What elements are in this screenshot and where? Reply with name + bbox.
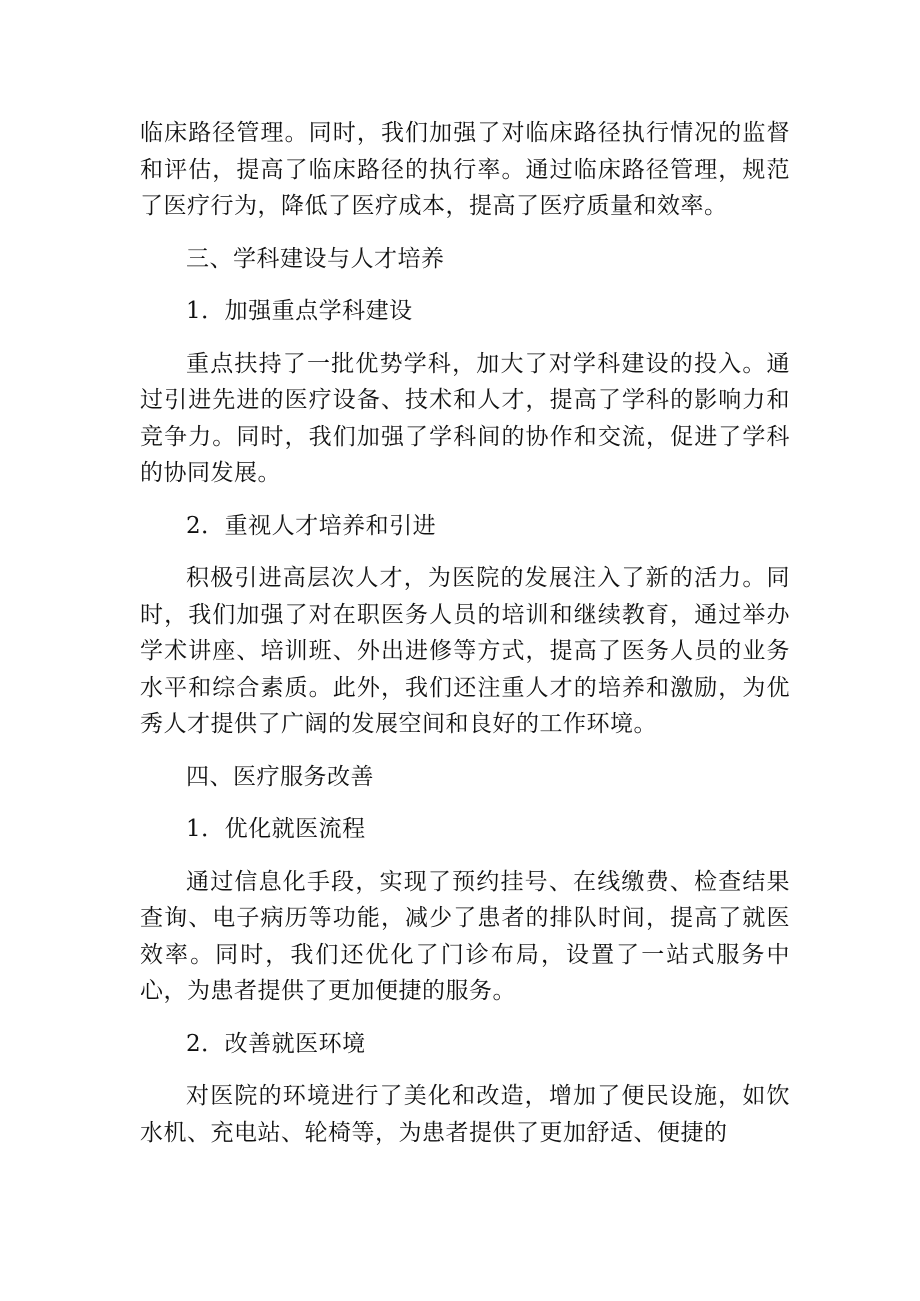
document-body: [140, 115, 790, 1167]
subheading-4-2: 2．改善就医环境: [186, 1030, 366, 1057]
subheading-3-1: 1．加强重点学科建设: [186, 298, 413, 324]
subheading-3-2: 2．重视人才培养和引进: [186, 512, 437, 539]
paragraph-3-2: 积极引进高层次人才，为医院的发展注入了新的活力。同时，我们加强了对在职医务人员的培训和继续教育，通过举办学术讲座、培训班、外出进修等方式，提高了医务人员的业务水平和综合素质。此外，我们还注重人才的培养和激励，为优秀人才提供了广阔的发展空间和良好的工作环境。: [140, 565, 790, 737]
subheading-4-1: 1．优化就医流程: [186, 816, 366, 842]
paragraph-3-1: 重点扶持了一批优势学科，加大了对学科建设的投入。通过引进先进的医疗设备、技术和人才，提高了学科的影响力和竞争力。同时，我们加强了学科间的协作和交流，促进了学科的协同发展。: [140, 350, 790, 486]
paragraph-clinical-pathway: 临床路径管理。同时，我们加强了对临床路径执行情况的监督和评估，提高了临床路径的执行率。通过临床路径管理，规范了医疗行为，降低了医疗成本，提高了医疗质量和效率。: [140, 120, 790, 219]
section-heading-3: 三、学科建设与人才培养: [186, 245, 445, 272]
paragraph-4-2: 对医院的环境进行了美化和改造，增加了便民设施，如饮水机、充电站、轮椅等，为患者提供了更加舒适、便捷的: [140, 1083, 790, 1146]
paragraph-4-1: 通过信息化手段，实现了预约挂号、在线缴费、检查结果查询、电子病历等功能，减少了患者的排队时间，提高了就医效率。同时，我们还优化了门诊布局，设置了一站式服务中心，为患者提供了更加便捷的服务。: [140, 868, 790, 1004]
section-heading-4: 四、医疗服务改善: [186, 763, 374, 790]
